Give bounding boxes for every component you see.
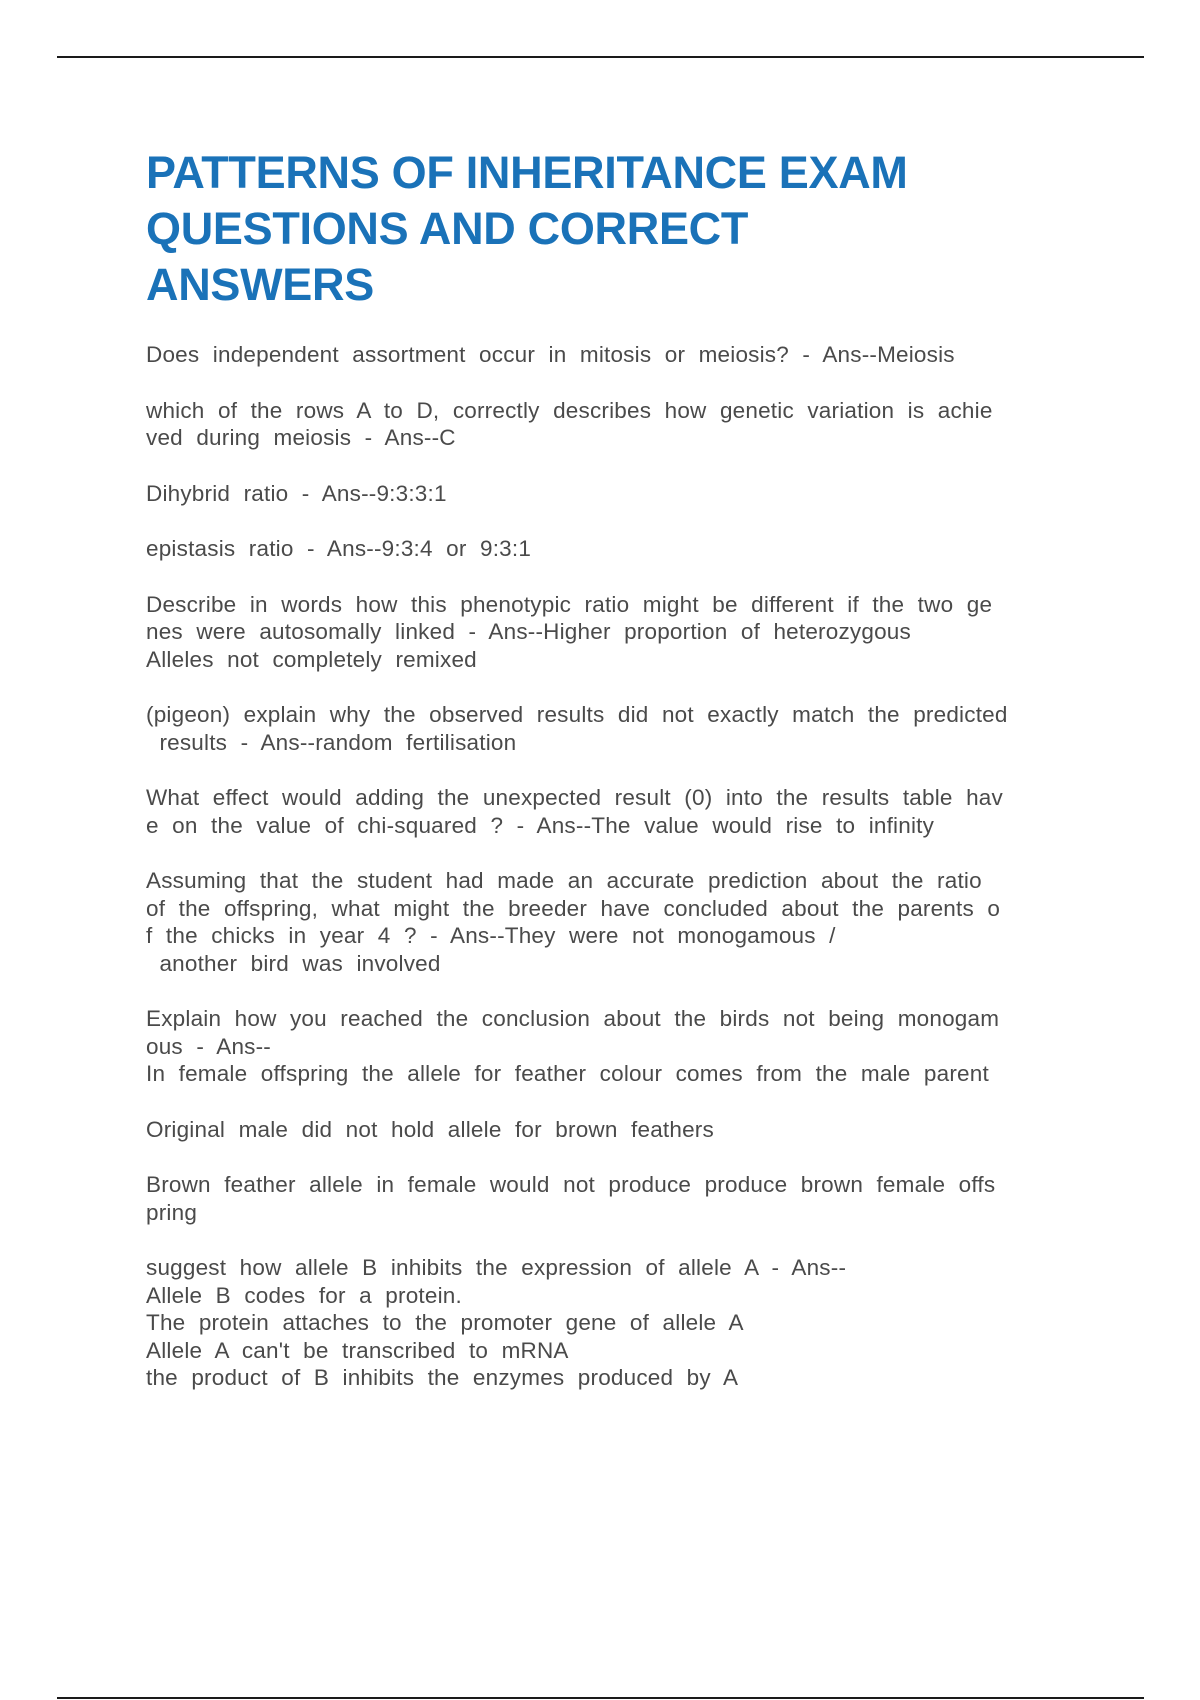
qa-line: suggest how allele B inhibits the expression of allele A - Ans-- — [146, 1255, 847, 1280]
qa-item — [146, 397, 1086, 452]
qa-line: Assuming that the student had made an accurate prediction about the ratio — [146, 868, 982, 893]
qa-line: What effect would adding the unexpected result (0) into the results table hav — [146, 785, 1003, 810]
qa-line: of the offspring, what might the breeder have concluded about the parents o — [146, 895, 1001, 921]
title-line: QUESTIONS AND CORRECT — [146, 203, 749, 254]
qa-line: nes were autosomally linked - Ans--Higher proportion of heterozygous — [146, 619, 911, 644]
qa-line: Original male did not hold allele for brown feathers — [146, 1116, 714, 1142]
qa-item — [146, 535, 1086, 563]
qa-line: the product of B inhibits the enzymes produced by A — [146, 1365, 739, 1390]
qa-line: f the chicks in year 4 ? - Ans--They were not monogamous / — [146, 923, 836, 948]
qa-line: Brown feather allele in female would not produce produce brown female offs — [146, 1172, 996, 1197]
qa-item — [146, 867, 1086, 977]
qa-line: In female offspring the allele for feather colour comes from the male parent — [146, 1061, 989, 1086]
qa-item — [146, 1116, 1086, 1144]
qa-line: which of the rows A to D, correctly describes how genetic variation is achie — [146, 397, 993, 423]
qa-line: (pigeon) explain why the observed results did not exactly match the predicted — [146, 702, 1008, 727]
qa-item — [146, 341, 1086, 369]
qa-item — [146, 1254, 1086, 1392]
document-title — [146, 145, 1086, 313]
title-line: ANSWERS — [146, 259, 374, 310]
title-line: PATTERNS OF INHERITANCE EXAM — [146, 147, 908, 198]
qa-line: Describe in words how this phenotypic ratio might be different if the two ge — [146, 591, 993, 617]
footer-rule — [57, 1697, 1144, 1699]
document-body — [146, 145, 1086, 1420]
qa-line: Explain how you reached the conclusion about the birds not being monogam — [146, 1006, 1000, 1031]
qa-line: ous - Ans-- — [146, 1033, 271, 1059]
qa-line: Dihybrid ratio - Ans--9:3:3:1 — [146, 480, 447, 506]
qa-line: Allele B codes for a protein. — [146, 1282, 462, 1308]
qa-line: another bird was involved — [146, 950, 441, 976]
qa-line: Alleles not completely remixed — [146, 646, 477, 672]
qa-line: The protein attaches to the promoter gene of allele A — [146, 1310, 744, 1335]
qa-line: e on the value of chi-squared ? - Ans--The value would rise to infinity — [146, 812, 935, 838]
qa-item — [146, 591, 1086, 674]
qa-item — [146, 701, 1086, 756]
qa-line: ved during meiosis - Ans--C — [146, 425, 456, 450]
header-rule — [57, 56, 1144, 58]
qa-line: results - Ans--random fertilisation — [146, 729, 517, 755]
qa-line: Does independent assortment occur in mitosis or meiosis? - Ans--Meiosis — [146, 342, 955, 367]
qa-item — [146, 480, 1086, 508]
qa-item — [146, 1171, 1086, 1226]
qa-line: Allele A can't be transcribed to mRNA — [146, 1337, 569, 1363]
qa-line: pring — [146, 1199, 198, 1225]
qa-item — [146, 784, 1086, 839]
qa-line: epistasis ratio - Ans--9:3:4 or 9:3:1 — [146, 536, 532, 561]
qa-item — [146, 1005, 1086, 1088]
